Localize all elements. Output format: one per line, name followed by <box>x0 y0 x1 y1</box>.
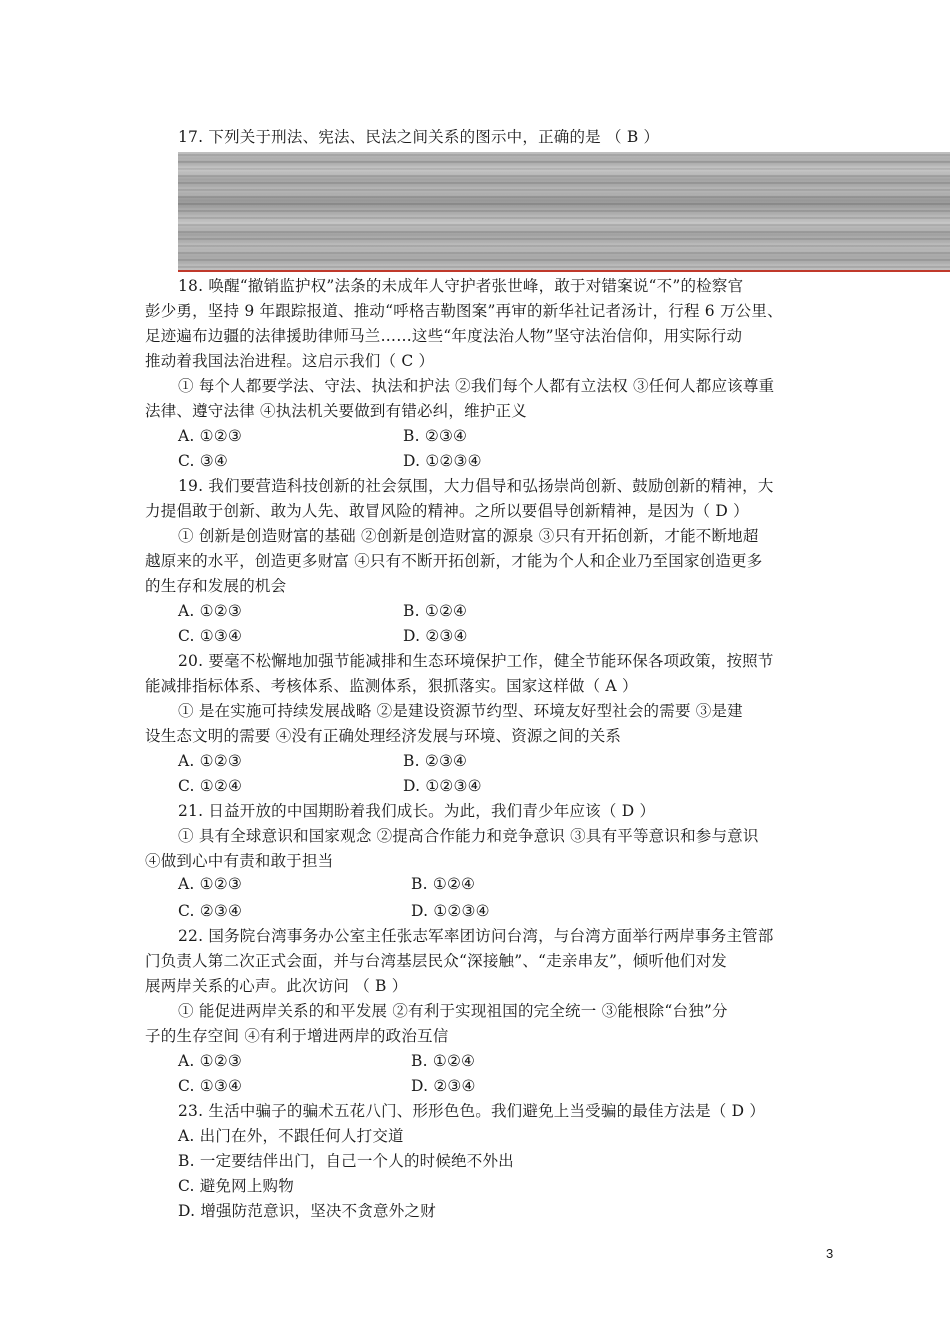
q19-items-1: ① 创新是创造财富的基础 ②创新是创造财富的源泉 ③只有开拓创新，才能不断地超 <box>178 527 759 545</box>
q23-option-c: C. 避免网上购物 <box>178 1177 294 1195</box>
q20-option-b: B. ②③④ <box>403 752 468 770</box>
q18-option-b: B. ②③④ <box>403 427 468 445</box>
q21-option-c: C. ②③④ <box>178 902 243 920</box>
q22-option-a: A. ①②③ <box>178 1052 242 1070</box>
q17-stem: 17. 下列关于刑法、宪法、民法之间关系的图示中，正确的是 （ B ） <box>178 128 660 146</box>
q20-option-a: A. ①②③ <box>178 752 242 770</box>
q18-stem-4: 推动着我国法治进程。这启示我们（ C ） <box>145 352 435 370</box>
q19-stem-1: 19. 我们要营造科技创新的社会氛围，大力倡导和弘扬崇尚创新、鼓励创新的精神，大 <box>178 477 774 495</box>
q19-items-2: 越原来的水平，创造更多财富 ④只有不断开拓创新，才能为个人和企业乃至国家创造更多 <box>145 552 763 570</box>
page-number: 3 <box>826 1246 834 1261</box>
q18-stem-1: 18. 唤醒“撤销监护权”法条的未成年人守护者张世峰，敢于对错案说“不”的检察官 <box>178 277 744 295</box>
q20-items-2: 设生态文明的需要 ④没有正确处理经济发展与环境、资源之间的关系 <box>145 727 622 745</box>
q20-option-c: C. ①②④ <box>178 777 243 795</box>
q20-items-1: ① 是在实施可持续发展战略 ②是建设资源节约型、环境友好型社会的需要 ③是建 <box>178 702 743 720</box>
q18-option-d: D. ①②③④ <box>403 452 482 470</box>
q18-stem-2: 彭少勇，坚持 9 年跟踪报道、推动“呼格吉勒图案”再审的新华社记者汤计，行程 6 万公里、 <box>145 302 783 320</box>
q19-items-3: 的生存和发展的机会 <box>145 577 287 595</box>
q19-option-d: D. ②③④ <box>403 627 468 645</box>
q20-stem-2: 能减排指标体系、考核体系、监测体系，狠抓落实。国家这样做（ A ） <box>145 677 638 695</box>
q22-items-1: ① 能促进两岸关系的和平发展 ②有利于实现祖国的完全统一 ③能根除“台独”分 <box>178 1002 728 1020</box>
q22-option-b: B. ①②④ <box>411 1052 476 1070</box>
q19-stem-2: 力提倡敢于创新、敢为人先、敢冒风险的精神。之所以要倡导创新精神，是因为（ D ） <box>145 502 749 520</box>
question-figure-image <box>178 152 950 272</box>
q22-stem-2: 门负责人第二次正式会面，并与台湾基层民众“深接触”、“走亲串友”，倾听他们对发 <box>145 952 727 970</box>
q21-option-a: A. ①②③ <box>178 875 242 893</box>
q21-option-b: B. ①②④ <box>411 875 476 893</box>
q21-option-d: D. ①②③④ <box>411 902 490 920</box>
q23-option-d: D. 增强防范意识，坚决不贪意外之财 <box>178 1202 436 1220</box>
q22-stem-1: 22. 国务院台湾事务办公室主任张志军率团访问台湾，与台湾方面举行两岸事务主管部 <box>178 927 774 945</box>
q18-option-a: A. ①②③ <box>178 427 242 445</box>
q23-option-a: A. 出门在外，不跟任何人打交道 <box>178 1127 404 1145</box>
q22-items-2: 子的生存空间 ④有利于增进两岸的政治互信 <box>145 1027 449 1045</box>
q23-option-b: B. 一定要结伴出门，自己一个人的时候绝不外出 <box>178 1152 514 1170</box>
q19-option-c: C. ①③④ <box>178 627 243 645</box>
q21-items-1: ① 具有全球意识和国家观念 ②提高合作能力和竞争意识 ③具有平等意识和参与意识 <box>178 827 759 845</box>
q18-stem-3: 足迹遍布边疆的法律援助律师马兰……这些“年度法治人物”坚守法治信仰，用实际行动 <box>145 327 743 345</box>
q18-items-1: ① 每个人都要学法、守法、执法和护法 ②我们每个人都有立法权 ③任何人都应该尊重 <box>178 377 775 395</box>
q19-option-a: A. ①②③ <box>178 602 242 620</box>
q23-stem: 23. 生活中骗子的骗术五花八门、形形色色。我们避免上当受骗的最佳方法是（ D ） <box>178 1102 766 1120</box>
q22-option-c: C. ①③④ <box>178 1077 243 1095</box>
q21-items-2: ④做到心中有责和敢于担当 <box>145 852 334 870</box>
q20-option-d: D. ①②③④ <box>403 777 482 795</box>
q22-option-d: D. ②③④ <box>411 1077 476 1095</box>
q18-items-2: 法律、遵守法律 ④执法机关要做到有错必纠，维护正义 <box>145 402 527 420</box>
q22-stem-3: 展两岸关系的心声。此次访问 （ B ） <box>145 977 408 995</box>
q19-option-b: B. ①②④ <box>403 602 468 620</box>
q18-option-c: C. ③④ <box>178 452 228 470</box>
q21-stem: 21. 日益开放的中国期盼着我们成长。为此，我们青少年应该（ D ） <box>178 802 656 820</box>
q20-stem-1: 20. 要毫不松懈地加强节能减排和生态环境保护工作，健全节能环保各项政策，按照节 <box>178 652 774 670</box>
